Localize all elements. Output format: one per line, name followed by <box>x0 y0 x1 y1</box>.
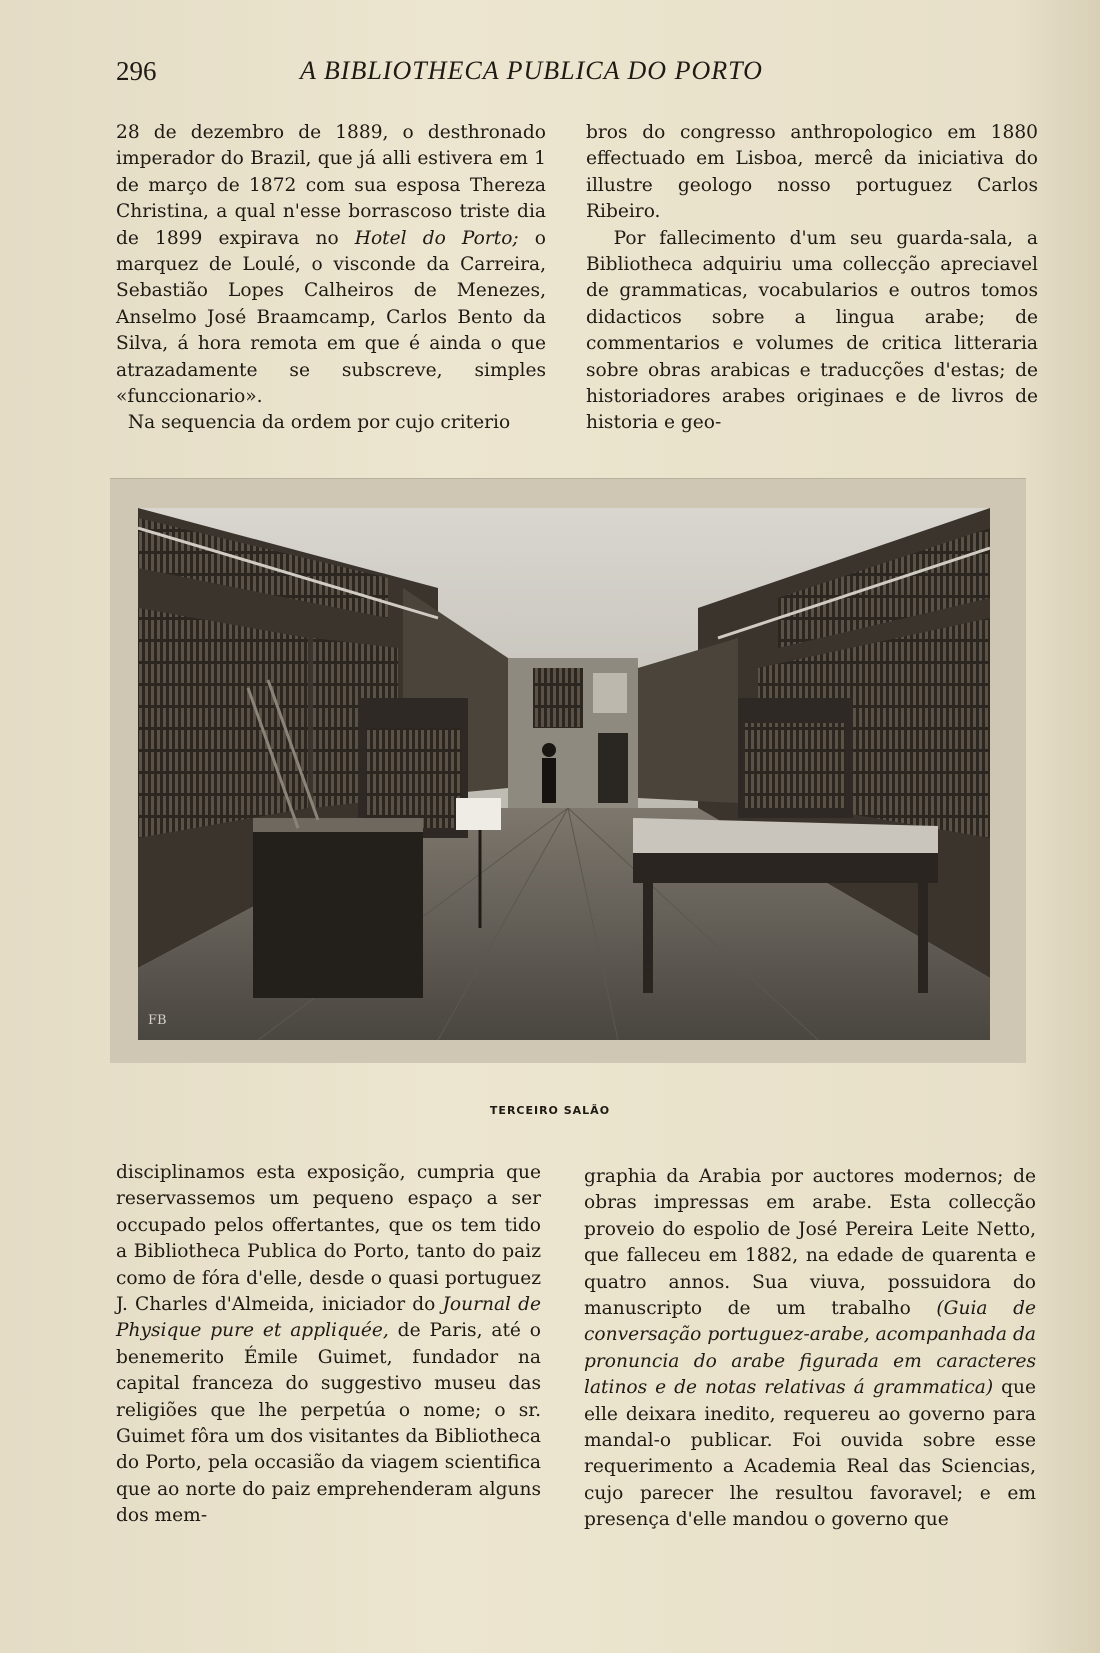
text-run: graphia da Arabia por auctores modernos; de obras impressas em arabe. Esta collecção proveio do espolio de José Pereira Leite Netto, que falleceu em 1882, na edade de quarenta e quatro annos. Sua viuva, possuidora do manuscripto de um trabalho <box>584 1166 1036 1320</box>
paragraph <box>116 410 546 436</box>
monogram-mark: FB <box>148 1013 167 1028</box>
paragraph <box>116 120 546 410</box>
italic-run: Journal de Physique pure et appliquée, <box>116 1294 541 1342</box>
paragraph <box>584 1164 1036 1534</box>
paragraph <box>586 120 1038 226</box>
text-run: bros do congresso anthropologico em 1880 effectuado em Lisboa, mercê da iniciativa do illustre geologo nosso portuguez Carlos Ribeiro. <box>586 122 1038 223</box>
page-header <box>110 52 870 92</box>
text-run: que elle deixara inedito, requereu ao governo para mandal-o publicar. Foi ouvida sobre esse requerimento a Academia Real das Sciencias, cujo parecer lhe resultou favoravel; e em presença d'elle mandou o governo que <box>584 1377 1036 1531</box>
italic-run: (Guia de conversação portuguez-arabe, acompanhada da pronuncia do arabe figurada em caracteres latinos e de notas relativas á grammatica) <box>584 1298 1037 1399</box>
text-run: de Paris, até o benemerito Émile Guimet, fundador na capital franceza do suggestivo museu das religiões que lhe perpetúa o nome; o sr. Guimet fôra um dos visitantes da Bibliotheca do Porto, pela occasião da viagem scientifica que ao norte do paiz emprehenderam alguns dos mem- <box>116 1320 541 1527</box>
running-title: A BIBLIOTHECA PUBLICA DO PORTO <box>300 56 763 85</box>
plate-caption: TERCEIRO SALÃO <box>489 1104 611 1117</box>
column-top-left <box>116 120 546 437</box>
library-photo <box>138 508 990 1040</box>
column-top-right <box>586 120 1038 437</box>
text-run: disciplinamos esta exposição, cumpria que reservassemos um pequeno espaço a ser occupado pelos offertantes, que os tem tido a Bibliotheca Publica do Porto, tanto do paiz como de fóra d'elle, desde o quasi portuguez J. Charles d'Almeida, iniciador do <box>116 1162 541 1316</box>
page-number: 296 <box>116 56 157 86</box>
column-bottom-right <box>584 1164 1036 1534</box>
text-run: Por fallecimento d'um seu guarda-sala, a Bibliotheca adquiriu uma collecção apreciavel de grammaticas, vocabularios e outros tomos didacticos sobre a lingua arabe; de commentarios e volumes de critica litteraria sobre obras arabicas e traducções d'estas; de historiadores arabes originaes e de livros de historia e geo- <box>586 227 1038 434</box>
text-run: o marquez de Loulé, o visconde da Carreira, Sebastião Lopes Calheiros de Menezes, Anselmo José Braamcamp, Carlos Bento da Silva, á hora remota em que é ainda o que atrazadamente se subscreve, simples «funccionario». <box>116 227 546 408</box>
paragraph <box>586 226 1038 437</box>
text-run: Na sequencia da ordem por cujo criterio <box>127 412 511 434</box>
library-hall-illustration <box>138 508 990 1040</box>
column-bottom-left <box>116 1160 541 1530</box>
paragraph <box>116 1160 541 1530</box>
italic-run: Hotel do Porto; <box>354 227 519 249</box>
text-run: 28 de dezembro de 1889, o desthronado imperador do Brazil, que já alli estivera em 1 de março de 1872 com sua esposa Thereza Christina, a qual n'esse borrascoso triste dia de 1899 expirava no <box>116 122 546 249</box>
